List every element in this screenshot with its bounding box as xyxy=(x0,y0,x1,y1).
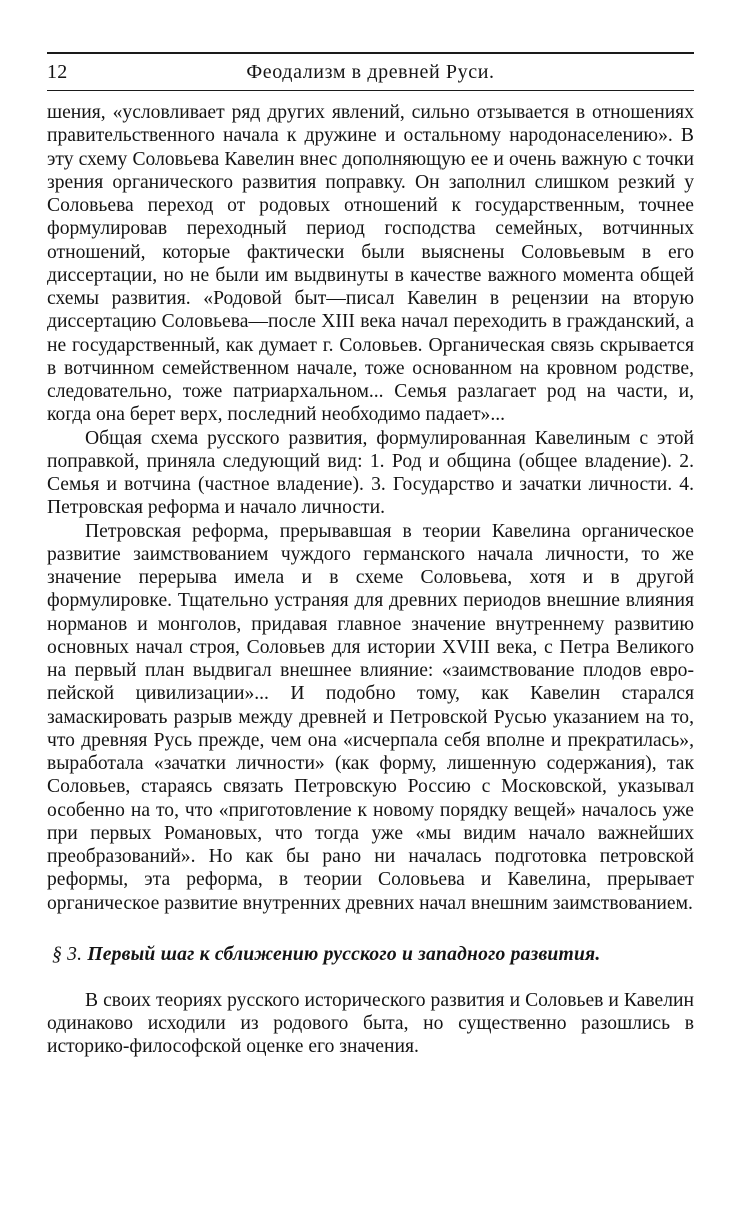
section-number: § 3. xyxy=(52,943,83,965)
book-page xyxy=(47,52,694,1059)
section-heading xyxy=(47,943,694,967)
paragraph: В своих теориях русского исторического развития и Соловьев и Кавелин одинаково исходили из родового быта, но существенно разошлись в историко-философской оценке его значения. xyxy=(47,989,694,1058)
paragraph-continued: шения, «условливает ряд других явлений, сильно отзывается в отношениях правительственного начала к дружине и остальному народонаселению». В эту схему Соловьева Кавелин внес дополняющую ее и очень важную с точки зрения органического развития поправку. Он заполнил слишком резкий у Соловьева переход от родовых отношений к государственным, точнее формулировав переходный период господства семейных, вотчинных отношений, которые фактически были выяснены Соловьевым в его диссертации, но не были им выдвинуты в качестве важного момента общей схемы развития. «Родовой быт—писал Кавелин в рецензии на вторую диссертацию Соловьева—после XIII века начал переходить в гражданский, а не государственный, как думает г. Соловьев. Органическая связь скрывается в вотчинном семейственном начале, тоже основанном на кровном родстве, следовательно, тоже патриархальном... Семья разлагает род на части, и, когда она берет верх, последний необходимо падает»... xyxy=(47,102,694,426)
header-rule xyxy=(47,90,694,91)
section-title: Первый шаг к сближению русского и западного развития. xyxy=(87,943,601,965)
running-title: Феодализм в древней Руси. xyxy=(246,61,495,83)
paragraph: Петровская реформа, прерывавшая в теории Кавелина органическое развитие заимствованием чуждого германского начала личности, то же значение перерыва имела и в схеме Соловьева, хотя и в другой формулировке. Тщательно устраняя для древних периодов внешние влияния норманов и монголов, придавая главное значение внутреннему развитию основных начал строя, Соловьев для истории XVIII века, с Петра Великого на первый план выдвигал внешнее влияние: «заимствование плодов европейской цивилизации»... И подобно тому, как Кавелин старался замаскировать разрыв между древней и Петровской Русью указанием на то, что древняя Русь прежде, чем она «исчерпала себя вполне и прекратилась», выработала «зачатки личности» (как форму, лишенную содержания), так Соловьев, стараясь связать Петровскую Россию с Московской, указывал особенно на то, что «приготовление к новому порядку вещей» началось уже при первых Романовых, что тогда уже «мы видим начало важнейших преобразований». Но как бы рано ни началась подготовка петровской реформы, эта реформа, в теории Соловьева и Кавелина, прерывает органическое развитие внутренних древних начал внешним заимствованием. xyxy=(47,520,694,914)
page-number: 12 xyxy=(47,61,68,83)
paragraph: Общая схема русского развития, формулированная Кавелиным с этой поправкой, приняла следующий вид: 1. Род и община (общее владение). 2. Семья и вотчина (частное владение). 3. Государство и зачатки личности. 4. Петровская реформа и начало личности. xyxy=(47,427,694,519)
page-header xyxy=(47,54,694,90)
body-text xyxy=(47,101,694,1059)
